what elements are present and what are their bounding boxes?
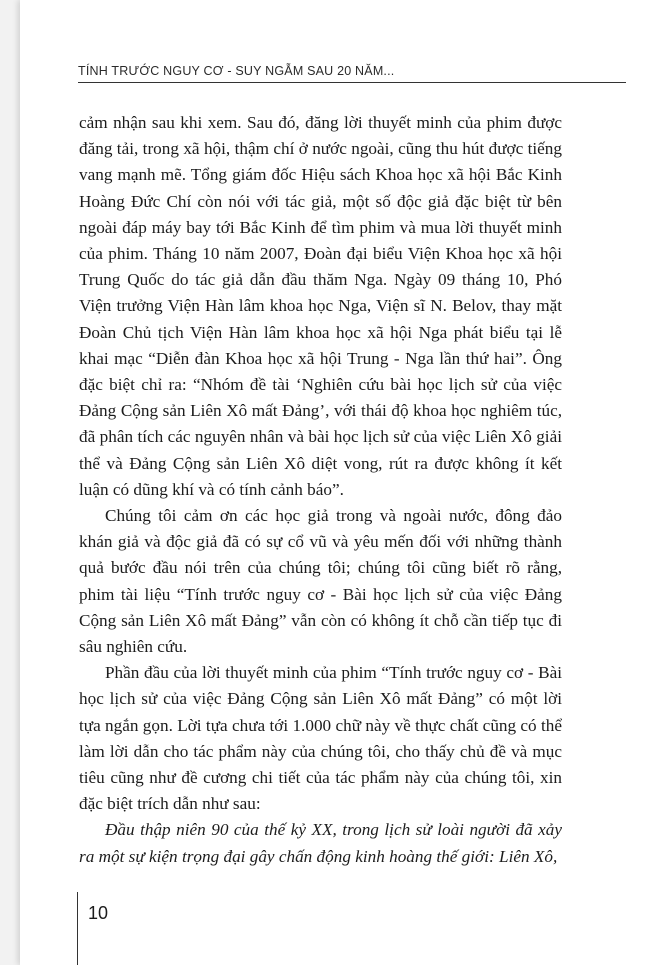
page-number: 10 (88, 903, 109, 923)
paragraph: Phần đầu của lời thuyết minh của phim “Tính trước nguy cơ - Bài học lịch sử của việc Đảng Cộng sản Liên Xô mất Đảng” có một lời tựa ngắn gọn. Lời tựa chưa tới 1.000 chữ này về thực chất cũng có thể làm lời dẫn cho tác phẩm này của chúng tôi, cho thấy chủ đề và mục tiêu cũng như đề cương chi tiết của tác phẩm này của chúng tôi, xin đặc biệt trích dẫn như sau: (79, 663, 562, 814)
footer-rule (77, 892, 78, 965)
header-rule (78, 82, 626, 83)
body-text (79, 110, 562, 870)
quoted-paragraph: Đầu thập niên 90 của thế kỷ XX, trong lịch sử loài người đã xảy ra một sự kiện trọng đại gây chấn động kinh hoàng thế giới: Liên Xô, (79, 820, 562, 866)
paragraph: cảm nhận sau khi xem. Sau đó, đăng lời thuyết minh của phim được đăng tải, trong xã hội, thậm chí ở nước ngoài, cũng thu hút được tiếng vang mạnh mẽ. Tổng giám đốc Hiệu sách Khoa học xã hội Bắc Kinh Hoàng Đức Chí còn nói với tác giả, một số độc giả đặc biệt từ bên ngoài đáp máy bay tới Bắc Kinh để tìm phim và mua lời thuyết minh của phim. Tháng 10 năm 2007, Đoàn đại biểu Viện Khoa học xã hội Trung Quốc do tác giả dẫn đầu thăm Nga. Ngày 09 tháng 10, Phó Viện trưởng Viện Hàn lâm khoa học Nga, Viện sĩ N. Belov, thay mặt Đoàn Chủ tịch Viện Hàn lâm khoa học xã hội Nga phát biểu tại lễ khai mạc “Diễn đàn Khoa học xã hội Trung - Nga lần thứ hai”. Ông đặc biệt chỉ ra: “Nhóm đề tài ‘Nghiên cứu bài học lịch sử của việc Đảng Cộng sản Liên Xô mất Đảng’, với thái độ khoa học nghiêm túc, đã phân tích các nguyên nhân và bài học lịch sử của việc Liên Xô giải thể và Đảng Cộng sản Liên Xô diệt vong, rút ra được không ít kết luận có dũng khí và có tính cảnh báo”. (79, 113, 562, 499)
running-header: TÍNH TRƯỚC NGUY CƠ - SUY NGẪM SAU 20 NĂM... (78, 64, 395, 78)
paragraph: Chúng tôi cảm ơn các học giả trong và ngoài nước, đông đảo khán giả và độc giả đã có sự cổ vũ và yêu mến đối với những thành quả bước đầu nói trên của chúng tôi; chúng tôi cũng biết rõ rằng, phim tài liệu “Tính trước nguy cơ - Bài học lịch sử của việc Đảng Cộng sản Liên Xô mất Đảng” vẫn còn có không ít chỗ cần tiếp tục đi sâu nghiên cứu. (79, 506, 562, 657)
